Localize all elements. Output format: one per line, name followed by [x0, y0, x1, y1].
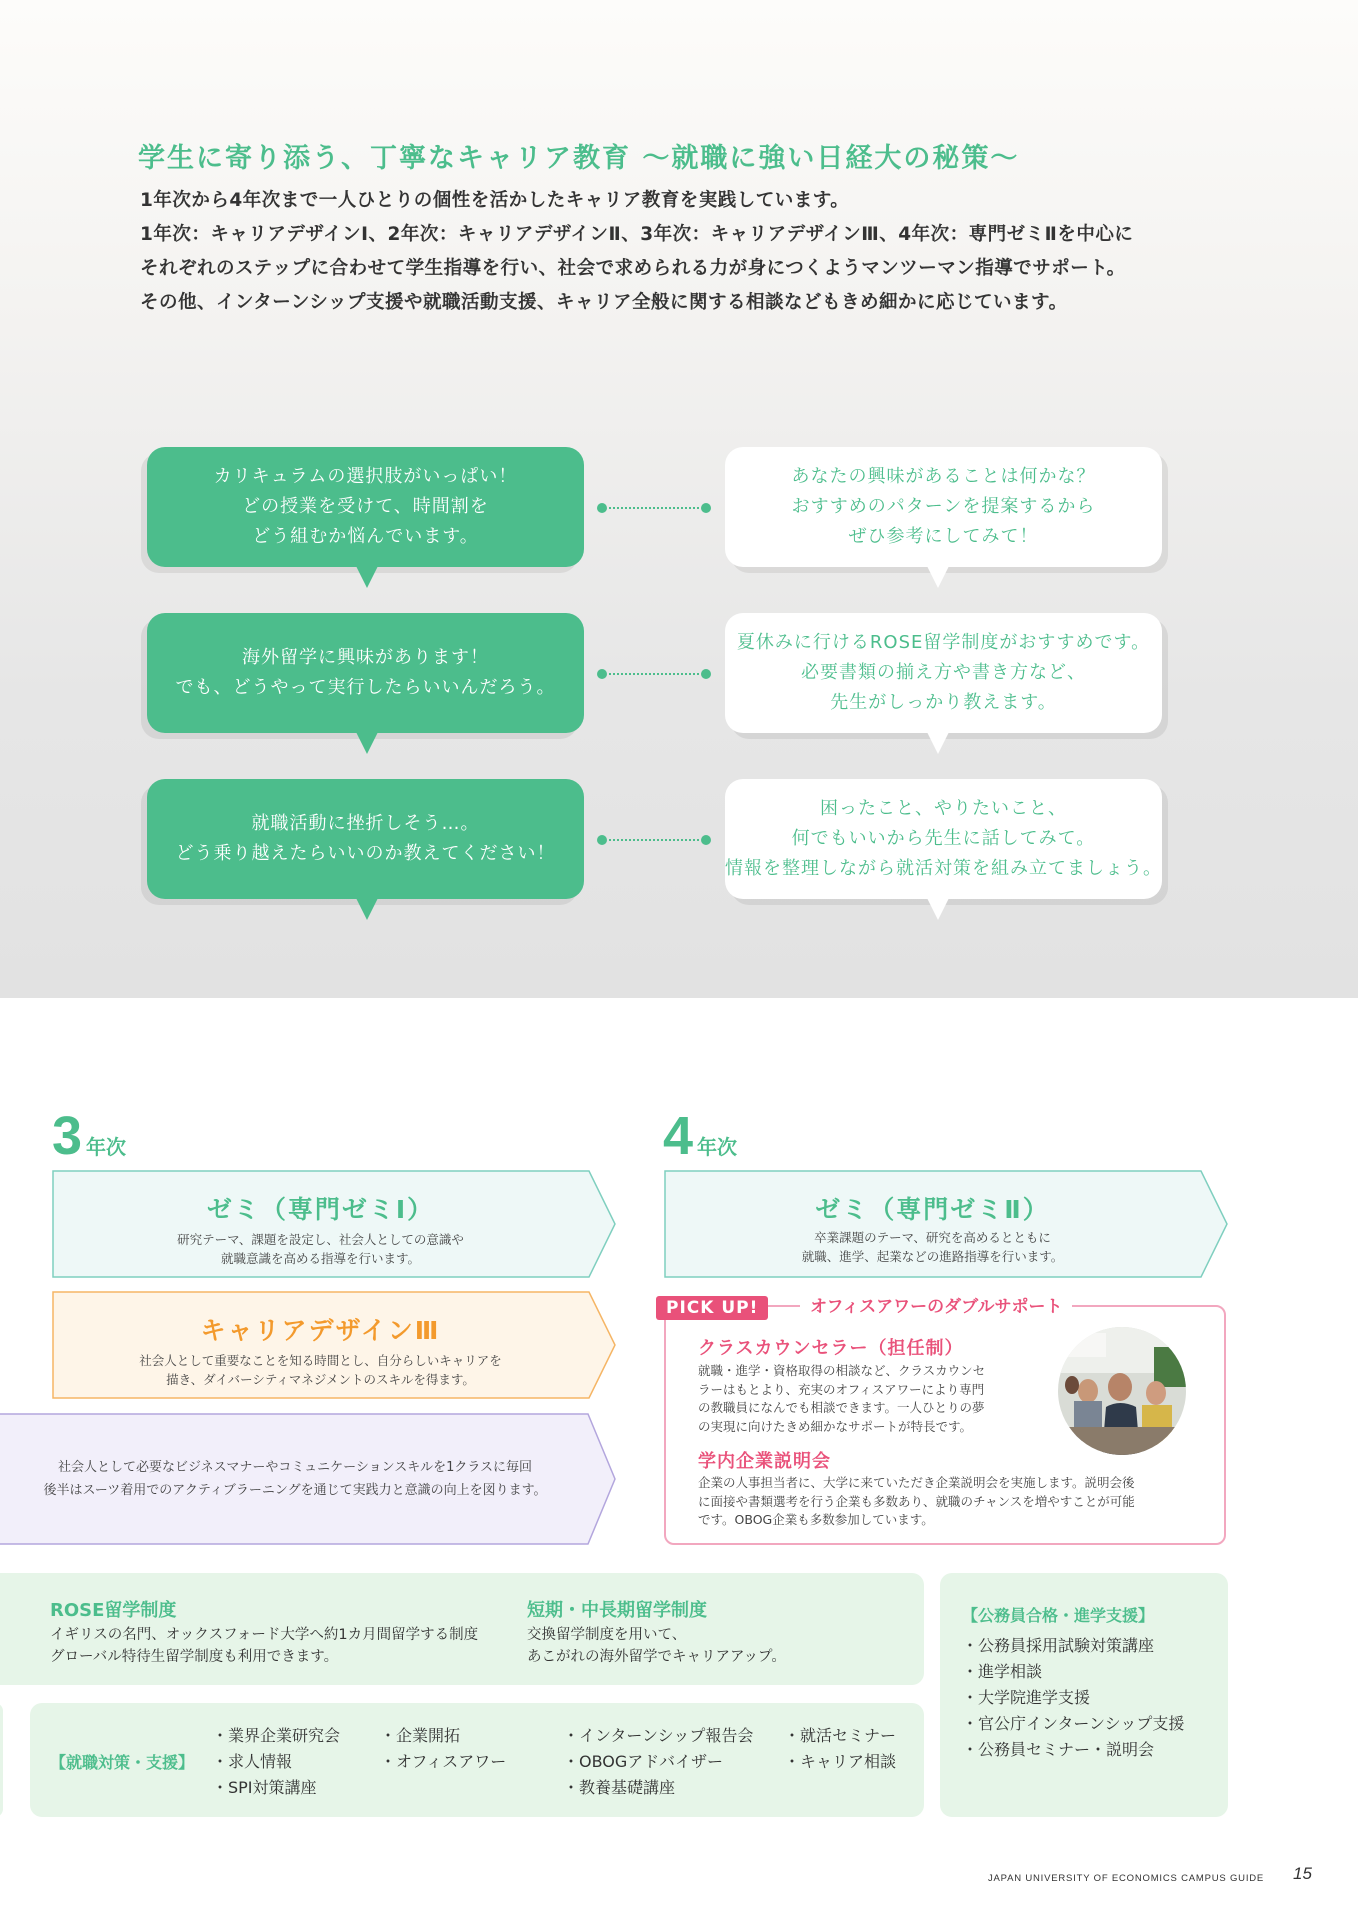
list-item: ・就活セミナー — [784, 1726, 897, 1745]
rose-title: ROSE留学制度 — [50, 1600, 177, 1621]
student-bubble-3 — [147, 779, 584, 899]
text-line: です。OBOG企業も多数参加しています。 — [698, 1512, 934, 1527]
long-term-title: 短期・中長期留学制度 — [527, 1600, 707, 1621]
seminar-text — [698, 1474, 1135, 1530]
bubble-tail — [927, 732, 949, 754]
job-support-label: 【就職対策・支援】 — [50, 1753, 195, 1772]
teacher-bubble-2 — [725, 613, 1162, 733]
bubble-line: ぜひ参考にしてみて！ — [848, 526, 1039, 547]
text-line: に面接や書類選考を行う企業も多数あり、就職のチャンスを増やすことが可能 — [698, 1493, 1135, 1509]
pickup-title: オフィスアワーのダブルサポート — [800, 1292, 1072, 1317]
text-line: 交換留学制度を用いて、 — [527, 1627, 687, 1643]
list-item: ・企業開拓 — [380, 1726, 461, 1745]
year3-business-box — [0, 1413, 617, 1545]
bubble-tail — [356, 732, 378, 754]
page-number: 15 — [1293, 1864, 1312, 1883]
text-line: ラーはもとより、充実のオフィスアワーにより専門 — [698, 1381, 985, 1397]
teacher-bubble-3 — [725, 779, 1162, 899]
job-support-col1 — [212, 1723, 340, 1801]
intro-line-3: それぞれのステップに合わせて学生指導を行い、社会で求められる力が身につくようマンツーマン指導でサポート。 — [140, 258, 1126, 279]
bubble-line: どう組むか悩んでいます。 — [252, 526, 479, 547]
list-item: ・SPI対策講座 — [212, 1778, 317, 1797]
civil-service-label: 【公務員合格・進学支援】 — [962, 1606, 1155, 1625]
civil-service-list — [962, 1633, 1184, 1763]
year4-zemi-box — [664, 1170, 1229, 1278]
text-line: の教職員になんでも相談できます。一人ひとりの夢 — [698, 1400, 985, 1415]
job-support-col3 — [563, 1723, 753, 1801]
year4-heading — [663, 1105, 737, 1167]
desc-line: 就職意識を高める指導を行います。 — [220, 1251, 420, 1266]
student-bubble-2 — [147, 613, 584, 733]
bubble-line: でも、どうやって実行したらいいんだろう。 — [175, 677, 556, 698]
bubble-tail — [356, 898, 378, 920]
list-item: ・教養基礎講座 — [563, 1778, 676, 1797]
rose-text — [50, 1624, 478, 1668]
job-support-col2 — [380, 1723, 506, 1775]
desc-line: 就職、進学、起業などの進路指導を行います。 — [801, 1249, 1064, 1264]
list-item: ・進学相談 — [962, 1662, 1043, 1681]
bubble-line: どの授業を受けて、時間割を — [242, 496, 489, 517]
list-item: ・業界企業研究会 — [212, 1726, 341, 1745]
year3-heading — [52, 1105, 126, 1167]
list-item: ・オフィスアワー — [380, 1752, 507, 1771]
year-label: 年次 — [697, 1135, 738, 1159]
career-desc — [52, 1351, 589, 1389]
list-item: ・求人情報 — [212, 1752, 293, 1771]
list-item: ・公務員セミナー・説明会 — [962, 1740, 1155, 1759]
counselor-text — [698, 1362, 985, 1436]
long-term-text — [527, 1624, 786, 1668]
desc-line: 描き、ダイバーシティマネジメントのスキルを得ます。 — [166, 1372, 475, 1387]
career-title: キャリアデザインⅢ — [200, 1316, 441, 1345]
desc-line: 社会人として必要なビジネスマナーやコミュニケーションスキルを1クラスに毎回 — [58, 1460, 532, 1475]
bubble-line: おすすめのパターンを提案するから — [791, 496, 1096, 517]
bubble-line: 困ったこと、やりたいこと、 — [820, 798, 1067, 819]
bubble-tail — [927, 566, 949, 588]
connector-dots — [597, 669, 711, 679]
list-item: ・インターンシップ報告会 — [563, 1726, 754, 1745]
desc-line: 卒業課題のテーマ、研究を高めるとともに — [814, 1230, 1051, 1245]
connector-dots — [597, 835, 711, 845]
desc-line: 研究テーマ、課題を設定し、社会人としての意識や — [177, 1232, 464, 1247]
footer-text: JAPAN UNIVERSITY OF ECONOMICS CAMPUS GUIDE — [988, 1873, 1265, 1884]
text-line: 就職・進学・資格取得の相談など、クラスカウンセ — [698, 1363, 986, 1378]
year-number: 4 — [663, 1106, 694, 1166]
partial-box-edge — [0, 1703, 3, 1817]
desc-line: 社会人として重要なことを知る時間とし、自分らしいキャリアを — [139, 1353, 502, 1368]
bubble-line: カリキュラムの選択肢がいっぱい！ — [213, 466, 518, 487]
connector-dots — [597, 503, 711, 513]
job-support-col4 — [784, 1723, 896, 1775]
year-number: 3 — [52, 1106, 83, 1166]
pickup-badge: PICK UP! — [656, 1296, 768, 1320]
bubble-tail — [356, 566, 378, 588]
bubble-line: 夏休みに行けるROSE留学制度がおすすめです。 — [736, 632, 1151, 653]
seminar-title: 学内企業説明会 — [698, 1451, 831, 1472]
bubble-line: 必要書類の揃え方や書き方など、 — [801, 662, 1086, 683]
bubble-line: 先生がしっかり教えます。 — [830, 692, 1057, 713]
business-desc — [0, 1456, 590, 1502]
classroom-photo — [1058, 1327, 1186, 1455]
text-line: グローバル特待生留学制度も利用できます。 — [50, 1649, 339, 1665]
text-line: イギリスの名門、オックスフォード大学へ約1カ月間留学する制度 — [50, 1627, 479, 1643]
list-item: ・公務員採用試験対策講座 — [962, 1636, 1155, 1655]
zemi-title: ゼミ（専門ゼミⅠ） — [206, 1195, 435, 1224]
bubble-line: 何でもいいから先生に話してみて。 — [791, 828, 1096, 849]
list-item: ・キャリア相談 — [784, 1752, 897, 1771]
bubble-line: どう乗り越えたらいいのか教えてください！ — [175, 843, 556, 864]
zemi-desc — [664, 1228, 1201, 1266]
bubble-line: あなたの興味があることは何かな？ — [791, 466, 1096, 487]
list-item: ・官公庁インターンシップ支援 — [962, 1714, 1185, 1733]
bubble-line: 情報を整理しながら就活対策を組み立てましょう。 — [725, 858, 1162, 879]
text-line: の実現に向けたきめ細かなサポートが特長です。 — [698, 1418, 973, 1434]
counselor-title: クラスカウンセラー（担任制） — [698, 1338, 964, 1359]
teacher-bubble-1 — [725, 447, 1162, 567]
student-bubble-1 — [147, 447, 584, 567]
text-line: あこがれの海外留学でキャリアアップ。 — [527, 1649, 786, 1665]
zemi-desc — [52, 1230, 589, 1268]
year-label: 年次 — [86, 1135, 127, 1159]
zemi-title: ゼミ（専門ゼミⅡ） — [815, 1195, 1050, 1224]
intro-line-1: 1年次から4年次まで一人ひとりの個性を活かしたキャリア教育を実践しています。 — [140, 190, 850, 211]
list-item: ・大学院進学支援 — [962, 1688, 1091, 1707]
desc-line: 後半はスーツ着用でのアクティブラーニングを通じて実践力と意識の向上を図ります。 — [43, 1483, 547, 1498]
section-heading: 学生に寄り添う、丁寧なキャリア教育 ～就職に強い日経大の秘策～ — [138, 143, 1020, 174]
intro-line-2: 1年次：キャリアデザインⅠ、2年次：キャリアデザインⅡ、3年次：キャリアデザインⅢ、4年次：専門ゼミⅡを中心に — [140, 224, 1134, 245]
intro-line-4: その他、インターンシップ支援や就職活動支援、キャリア全般に関する相談などもきめ細かに応じています。 — [140, 292, 1068, 313]
bubble-tail — [927, 898, 949, 920]
bubble-line: 海外留学に興味があります！ — [242, 647, 489, 668]
text-line: 企業の人事担当者に、大学に来ていただき企業説明会を実施します。説明会後 — [698, 1475, 1135, 1490]
year3-career-box — [52, 1291, 617, 1399]
bubble-line: 就職活動に挫折しそう…。 — [251, 813, 480, 834]
list-item: ・OBOGアドバイザー — [563, 1752, 723, 1771]
year3-zemi-box — [52, 1170, 617, 1278]
